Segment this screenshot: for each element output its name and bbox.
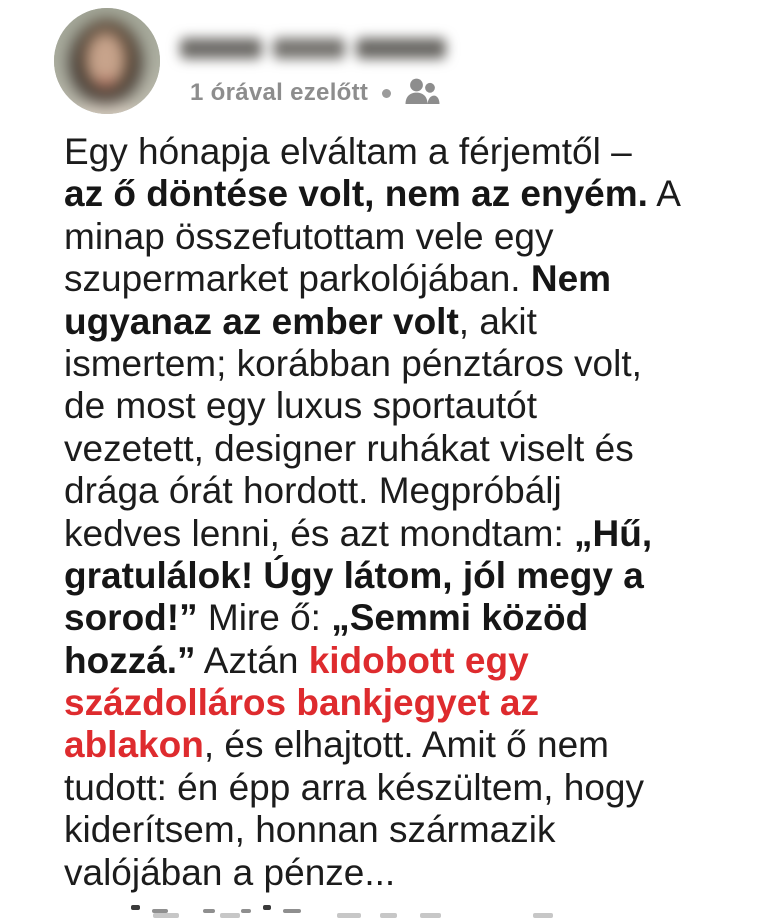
- avatar-blurred-photo: [54, 8, 160, 114]
- body-text: kedves lenni, és azt mondtam:: [64, 512, 575, 554]
- post-line: [64, 216, 738, 258]
- red-highlight-text: százdolláros bankjegyet az: [64, 682, 540, 724]
- red-highlight-text: ablakon: [64, 724, 204, 766]
- body-text: de most egy luxus sportautót: [64, 385, 538, 427]
- body-text: Egy hónapja elváltam a férjemtől –: [64, 131, 632, 172]
- name-blur-segment: [273, 38, 345, 59]
- post-line: [64, 597, 738, 639]
- body-text: Mire ő:: [197, 597, 332, 639]
- body-text: valójában a pénze...: [64, 851, 396, 893]
- bold-text: sorod!”: [64, 597, 198, 639]
- bold-text: ugyanaz az ember volt: [64, 300, 459, 342]
- body-text: A: [647, 173, 681, 215]
- post-line: [64, 767, 738, 809]
- bold-text: „Semmi közöd: [331, 597, 589, 639]
- post-text: [64, 131, 738, 894]
- bold-text: az ő döntése volt, nem az enyém.: [64, 173, 648, 215]
- body-text: kiderítsem, honnan származik: [64, 809, 556, 851]
- post-line: [64, 301, 738, 343]
- post-line: [64, 131, 738, 173]
- body-text: , akit: [458, 300, 537, 342]
- name-blur-segment: [180, 38, 262, 59]
- bold-text: „Hű,: [574, 512, 653, 554]
- avatar[interactable]: [54, 8, 160, 114]
- body-text: minap összefutottam vele egy: [64, 215, 554, 257]
- post-line: [64, 809, 738, 851]
- post-header: [54, 8, 768, 128]
- body-text: tudott: én épp arra készültem, hogy: [64, 766, 645, 808]
- header-info: [176, 8, 446, 128]
- body-text: vezetett, designer ruhákat viselt és: [64, 427, 634, 469]
- post-line: [64, 343, 738, 385]
- post-line: [64, 513, 738, 555]
- post-line: [64, 258, 738, 300]
- bold-text: hozzá.”: [64, 639, 196, 681]
- red-highlight-text: kidobott egy: [308, 639, 529, 681]
- post-line: [64, 555, 738, 597]
- body-text: drága órát hordott. Megpróbálj: [64, 470, 562, 512]
- post-line: [64, 385, 738, 427]
- bold-text: gratulálok! Úgy látom, jól megy a: [64, 554, 644, 596]
- body-text: ismertem; korábban pénztáros volt,: [64, 342, 642, 384]
- body-text: Aztán: [195, 639, 309, 681]
- post-line: [64, 173, 738, 215]
- body-text: szupermarket parkolójában.: [64, 258, 531, 300]
- post-line: [64, 640, 738, 682]
- author-name-redacted[interactable]: [180, 38, 446, 62]
- post-line: [64, 852, 738, 894]
- name-blur-segment: [356, 38, 446, 59]
- body-text: , és elhajtott. Amit ő nem: [203, 724, 609, 766]
- post-line: [64, 470, 738, 512]
- post-line: [64, 682, 738, 724]
- bold-text: Nem: [530, 258, 612, 300]
- timestamp[interactable]: 1 órával ezelőtt: [190, 79, 369, 106]
- dot-separator: [382, 89, 391, 98]
- post-meta: [190, 76, 446, 110]
- post-line: [64, 724, 738, 766]
- friends-privacy-icon: [403, 78, 440, 110]
- post-line: [64, 428, 738, 470]
